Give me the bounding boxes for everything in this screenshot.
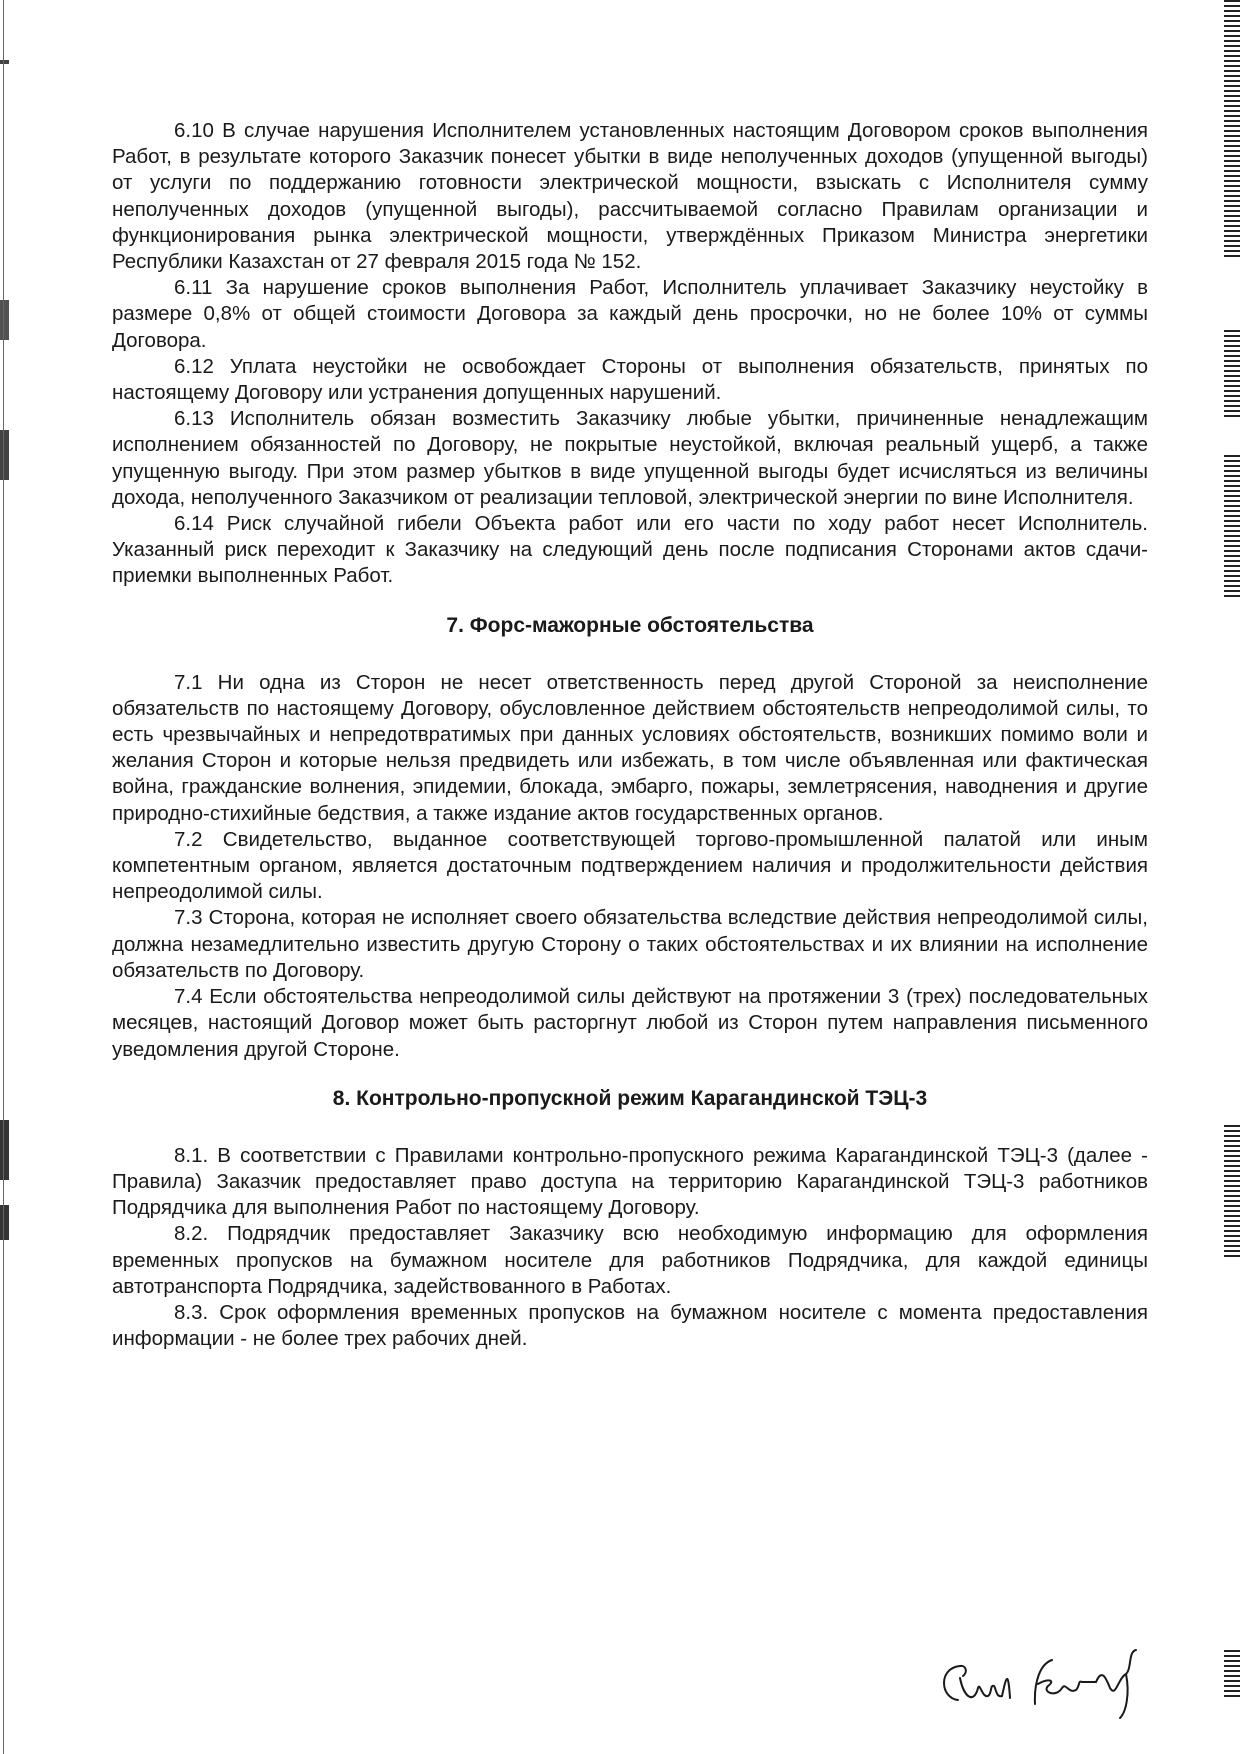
clause-6-10: 6.10 В случае нарушения Исполнителем установленных настоящим Договором сроков выполнения Работ, в результате которого Заказчик понесет убытки в виде неполученных доходов (упущенной выгоды) от услуги по поддержанию готовности электрической мощности, взыскать с Исполнителя сумму неполученных доходов (упущенной выгоды), рассчитываемой согласно Правилам организации и функционирования рынка электрической мощности, утверждённых Приказом Министра энергетики Республики Казахстан от 27 февраля 2015 года № 152. [112,119,1148,274]
scan-edge-left [0,0,9,1754]
section-7-title: 7. Форс-мажорные обстоятельства [446,613,814,637]
clause-7-2: 7.2 Свидетельство, выданное соответствующей торгово-промышленной палатой или иным компетентным органом, является достаточным подтверждением наличия и продолжительности действия непреодолимой силы. [112,827,1148,904]
clause-8-1: 8.1. В соответствии с Правилами контрольно-пропускного режима Карагандинской ТЭЦ-3 (далее - Правила) Заказчик предоставляет право доступа на территорию Карагандинской ТЭЦ-3 работников Подрядчика для выполнения Работ по настоящему Договору. [112,1143,1148,1220]
clause-8-2: 8.2. Подрядчик предоставляет Заказчику всю необходимую информацию для оформления временных пропусков на бумажном носителе для работников Подрядчика, для каждой единицы автотранспорта Подрядчика, задействованного в Работах. [112,1222,1148,1298]
clause-6-11: 6.11 За нарушение сроков выполнения Работ, Исполнитель уплачивает Заказчику неустойку в размере 0,8% от общей стоимости Договора за каждый день просрочки, но не более 10% от суммы Договора. [112,276,1148,352]
clause-6-13: 6.13 Исполнитель обязан возместить Заказчику любые убытки, причиненные ненадлежащим исполнением обязанностей по Договору, не покрытые неустойкой, включая реальный ущерб, а также упущенную выгоду. При этом размер убытков в виде упущенной выгоды будет исчисляться из величины дохода, неполученного Заказчиком от реализации тепловой, электрической энергии по вине Исполнителя. [112,407,1148,509]
document-body [112,118,1148,1352]
clause-7-3: 7.3 Сторона, которая не исполняет своего обязательства вследствие действия непреодолимой силы, должна незамедлительно известить другую Сторону о таких обстоятельствах и их влиянии на исполнение обязательств по Договору. [112,906,1148,982]
section-8-body [112,1143,1148,1353]
section-8-title: 8. Контрольно-пропускной режим Карагандинской ТЭЦ-3 [332,1086,928,1110]
clause-6-14: 6.14 Риск случайной гибели Объекта работ или его части по ходу работ несет Исполнитель. Указанный риск переходит к Заказчику на следующий день после подписания Сторонами актов сдачи-приемки выполненных Работ. [112,512,1148,588]
clause-7-4: 7.4 Если обстоятельства непреодолимой силы действуют на протяжении 3 (трех) последовательных месяцев, настоящий Договор может быть расторгнут любой из Сторон путем направления письменного уведомления другой Стороне. [112,985,1148,1061]
scan-edge-right [1224,0,1240,1754]
scan-edge-left-line [3,0,4,1754]
handwritten-signatures [930,1638,1160,1728]
clause-8-3: 8.3. Срок оформления временных пропусков на бумажном носителе с момента предоставления информации - не более трех рабочих дней. [112,1300,1148,1351]
clause-7-1: 7.1 Ни одна из Сторон не несет ответственность перед другой Стороной за неисполнение обязательств по настоящему Договору, обусловленное действием обстоятельств непреодолимой силы, то есть чрезвычайных и непредотвратимых при данных условиях обстоятельств, возникших помимо воли и желания Сторон и которые нельзя предвидеть или избежать, в том числе объявленная или фактическая война, гражданские волнения, эпидемии, блокада, эмбарго, пожары, землетрясения, наводнения и другие природно-стихийные бедствия, а также издание актов государственных органов. [112,670,1148,825]
clause-6-12: 6.12 Уплата неустойки не освобождает Стороны от выполнения обязательств, принятых по настоящему Договору или устранения допущенных нарушений. [112,354,1148,405]
section-7-body [112,670,1148,1063]
